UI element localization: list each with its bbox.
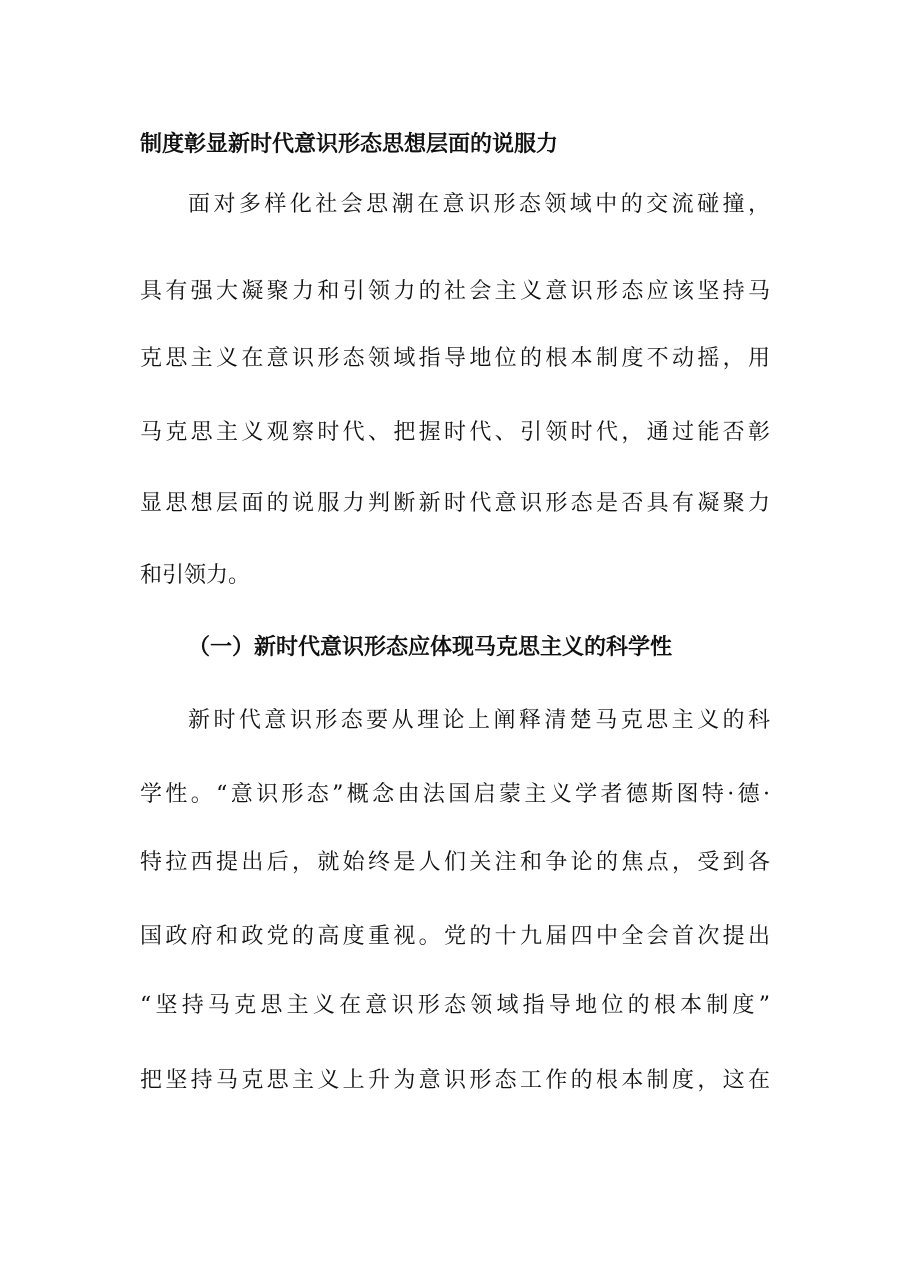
paragraph-line: “坚持马克思主义在意识形态领域指导地位的根本制度” [140,993,770,1018]
paragraph-line: 具有强大凝聚力和引领力的社会主义意识形态应该坚持马 [140,279,770,304]
paragraph-line: 特拉西提出后，就始终是人们关注和争论的焦点，受到各 [140,850,770,875]
paragraph-line: 马克思主义观察时代、把握时代、引领时代，通过能否彰 [140,420,770,445]
paragraph-line: 和引领力。 [140,563,251,588]
paragraph-line: 显思想层面的说服力判断新时代意识形态是否具有凝聚力 [140,491,770,516]
subheading: （一）新时代意识形态应体现马克思主义的科学性 [188,635,673,660]
paragraph-line: 克思主义在意识形态领域指导地位的根本制度不动摇，用 [140,346,770,371]
paragraph-line: 学性。“意识形态”概念由法国启蒙主义学者德斯图特·德· [140,782,770,807]
paragraph-line: 新时代意识形态要从理论上阐释清楚马克思主义的科 [188,708,770,733]
paragraph-line: 国政府和政党的高度重视。党的十九届四中全会首次提出 [140,924,770,949]
section-title: 制度彰显新时代意识形态思想层面的说服力 [140,132,559,157]
paragraph-line: 面对多样化社会思潮在意识形态领域中的交流碰撞， [188,192,770,217]
paragraph-line: 把坚持马克思主义上升为意识形态工作的根本制度，这在 [140,1068,770,1093]
